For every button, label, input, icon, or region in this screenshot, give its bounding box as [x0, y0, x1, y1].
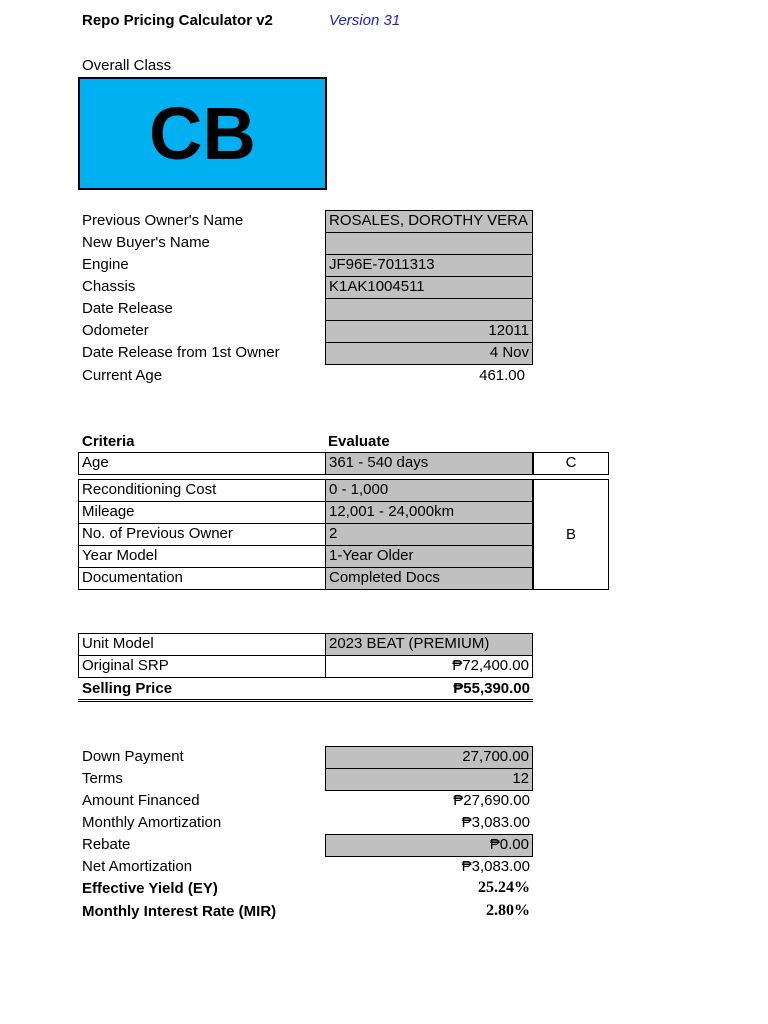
effective-yield-value: 25.24% [478, 879, 530, 896]
rebate-field[interactable]: ₱0.00 [325, 834, 533, 857]
original-srp-label: Original SRP [78, 655, 326, 678]
documentation-label: Documentation [78, 567, 326, 590]
unit-model-value[interactable]: 2023 BEAT (PREMIUM) [325, 633, 533, 656]
evaluate-header: Evaluate [328, 433, 390, 450]
page-title: Repo Pricing Calculator v2 [82, 12, 273, 29]
previous-owner-count-value[interactable]: 2 [325, 523, 533, 546]
down-payment-field[interactable]: 27,700.00 [325, 746, 533, 769]
chassis-label: Chassis [82, 278, 136, 295]
overall-class-value: CB [78, 77, 327, 190]
odometer-field[interactable]: 12011 [325, 320, 533, 343]
previous-owner-count-label: No. of Previous Owner [78, 523, 326, 546]
engine-field[interactable]: JF96E-7011313 [325, 254, 533, 277]
mileage-value[interactable]: 12,001 - 24,000km [325, 501, 533, 524]
criteria-age-value[interactable]: 361 - 540 days [325, 452, 533, 475]
current-age-value: 461.00 [479, 367, 525, 384]
net-amortization-label: Net Amortization [82, 858, 193, 875]
criteria-group-grade: B [533, 479, 609, 590]
amount-financed-value: ₱27,690.00 [453, 792, 530, 809]
terms-label: Terms [82, 770, 123, 787]
engine-label: Engine [82, 256, 129, 273]
chassis-field[interactable]: K1AK1004511 [325, 276, 533, 299]
effective-yield-label: Effective Yield (EY) [82, 880, 218, 897]
overall-class-label: Overall Class [82, 57, 172, 74]
year-model-label: Year Model [78, 545, 326, 568]
year-model-value[interactable]: 1-Year Older [325, 545, 533, 568]
criteria-age-label: Age [78, 452, 326, 475]
previous-owner-label: Previous Owner's Name [82, 212, 244, 229]
rebate-label: Rebate [82, 836, 131, 853]
new-buyer-label: New Buyer's Name [82, 234, 210, 251]
monthly-amortization-label: Monthly Amortization [82, 814, 222, 831]
current-age-label: Current Age [82, 367, 163, 384]
mir-label: Monthly Interest Rate (MIR) [82, 903, 277, 920]
amount-financed-label: Amount Financed [82, 792, 200, 809]
selling-price-value: ₱55,390.00 [453, 680, 530, 697]
unit-model-label: Unit Model [78, 633, 326, 656]
selling-price-label: Selling Price [82, 680, 173, 697]
date-release-first-owner-label: Date Release from 1st Owner [82, 344, 280, 361]
date-release-field[interactable] [325, 298, 533, 321]
documentation-value[interactable]: Completed Docs [325, 567, 533, 590]
reconditioning-cost-value[interactable]: 0 - 1,000 [325, 479, 533, 502]
monthly-amortization-value: ₱3,083.00 [461, 814, 530, 831]
original-srp-value: ₱72,400.00 [325, 655, 533, 678]
terms-field[interactable]: 12 [325, 768, 533, 791]
reconditioning-cost-label: Reconditioning Cost [78, 479, 326, 502]
criteria-header: Criteria [82, 433, 135, 450]
mileage-label: Mileage [78, 501, 326, 524]
previous-owner-field[interactable]: ROSALES, DOROTHY VERA [325, 210, 533, 233]
mir-value: 2.80% [486, 902, 530, 919]
net-amortization-value: ₱3,083.00 [461, 858, 530, 875]
version-label: Version 31 [329, 12, 401, 29]
new-buyer-field[interactable] [325, 232, 533, 255]
odometer-label: Odometer [82, 322, 149, 339]
selling-price-underline [78, 699, 533, 702]
date-release-first-owner-field[interactable]: 4 Nov [325, 342, 533, 365]
date-release-label: Date Release [82, 300, 173, 317]
down-payment-label: Down Payment [82, 748, 184, 765]
criteria-age-grade: C [533, 452, 609, 475]
